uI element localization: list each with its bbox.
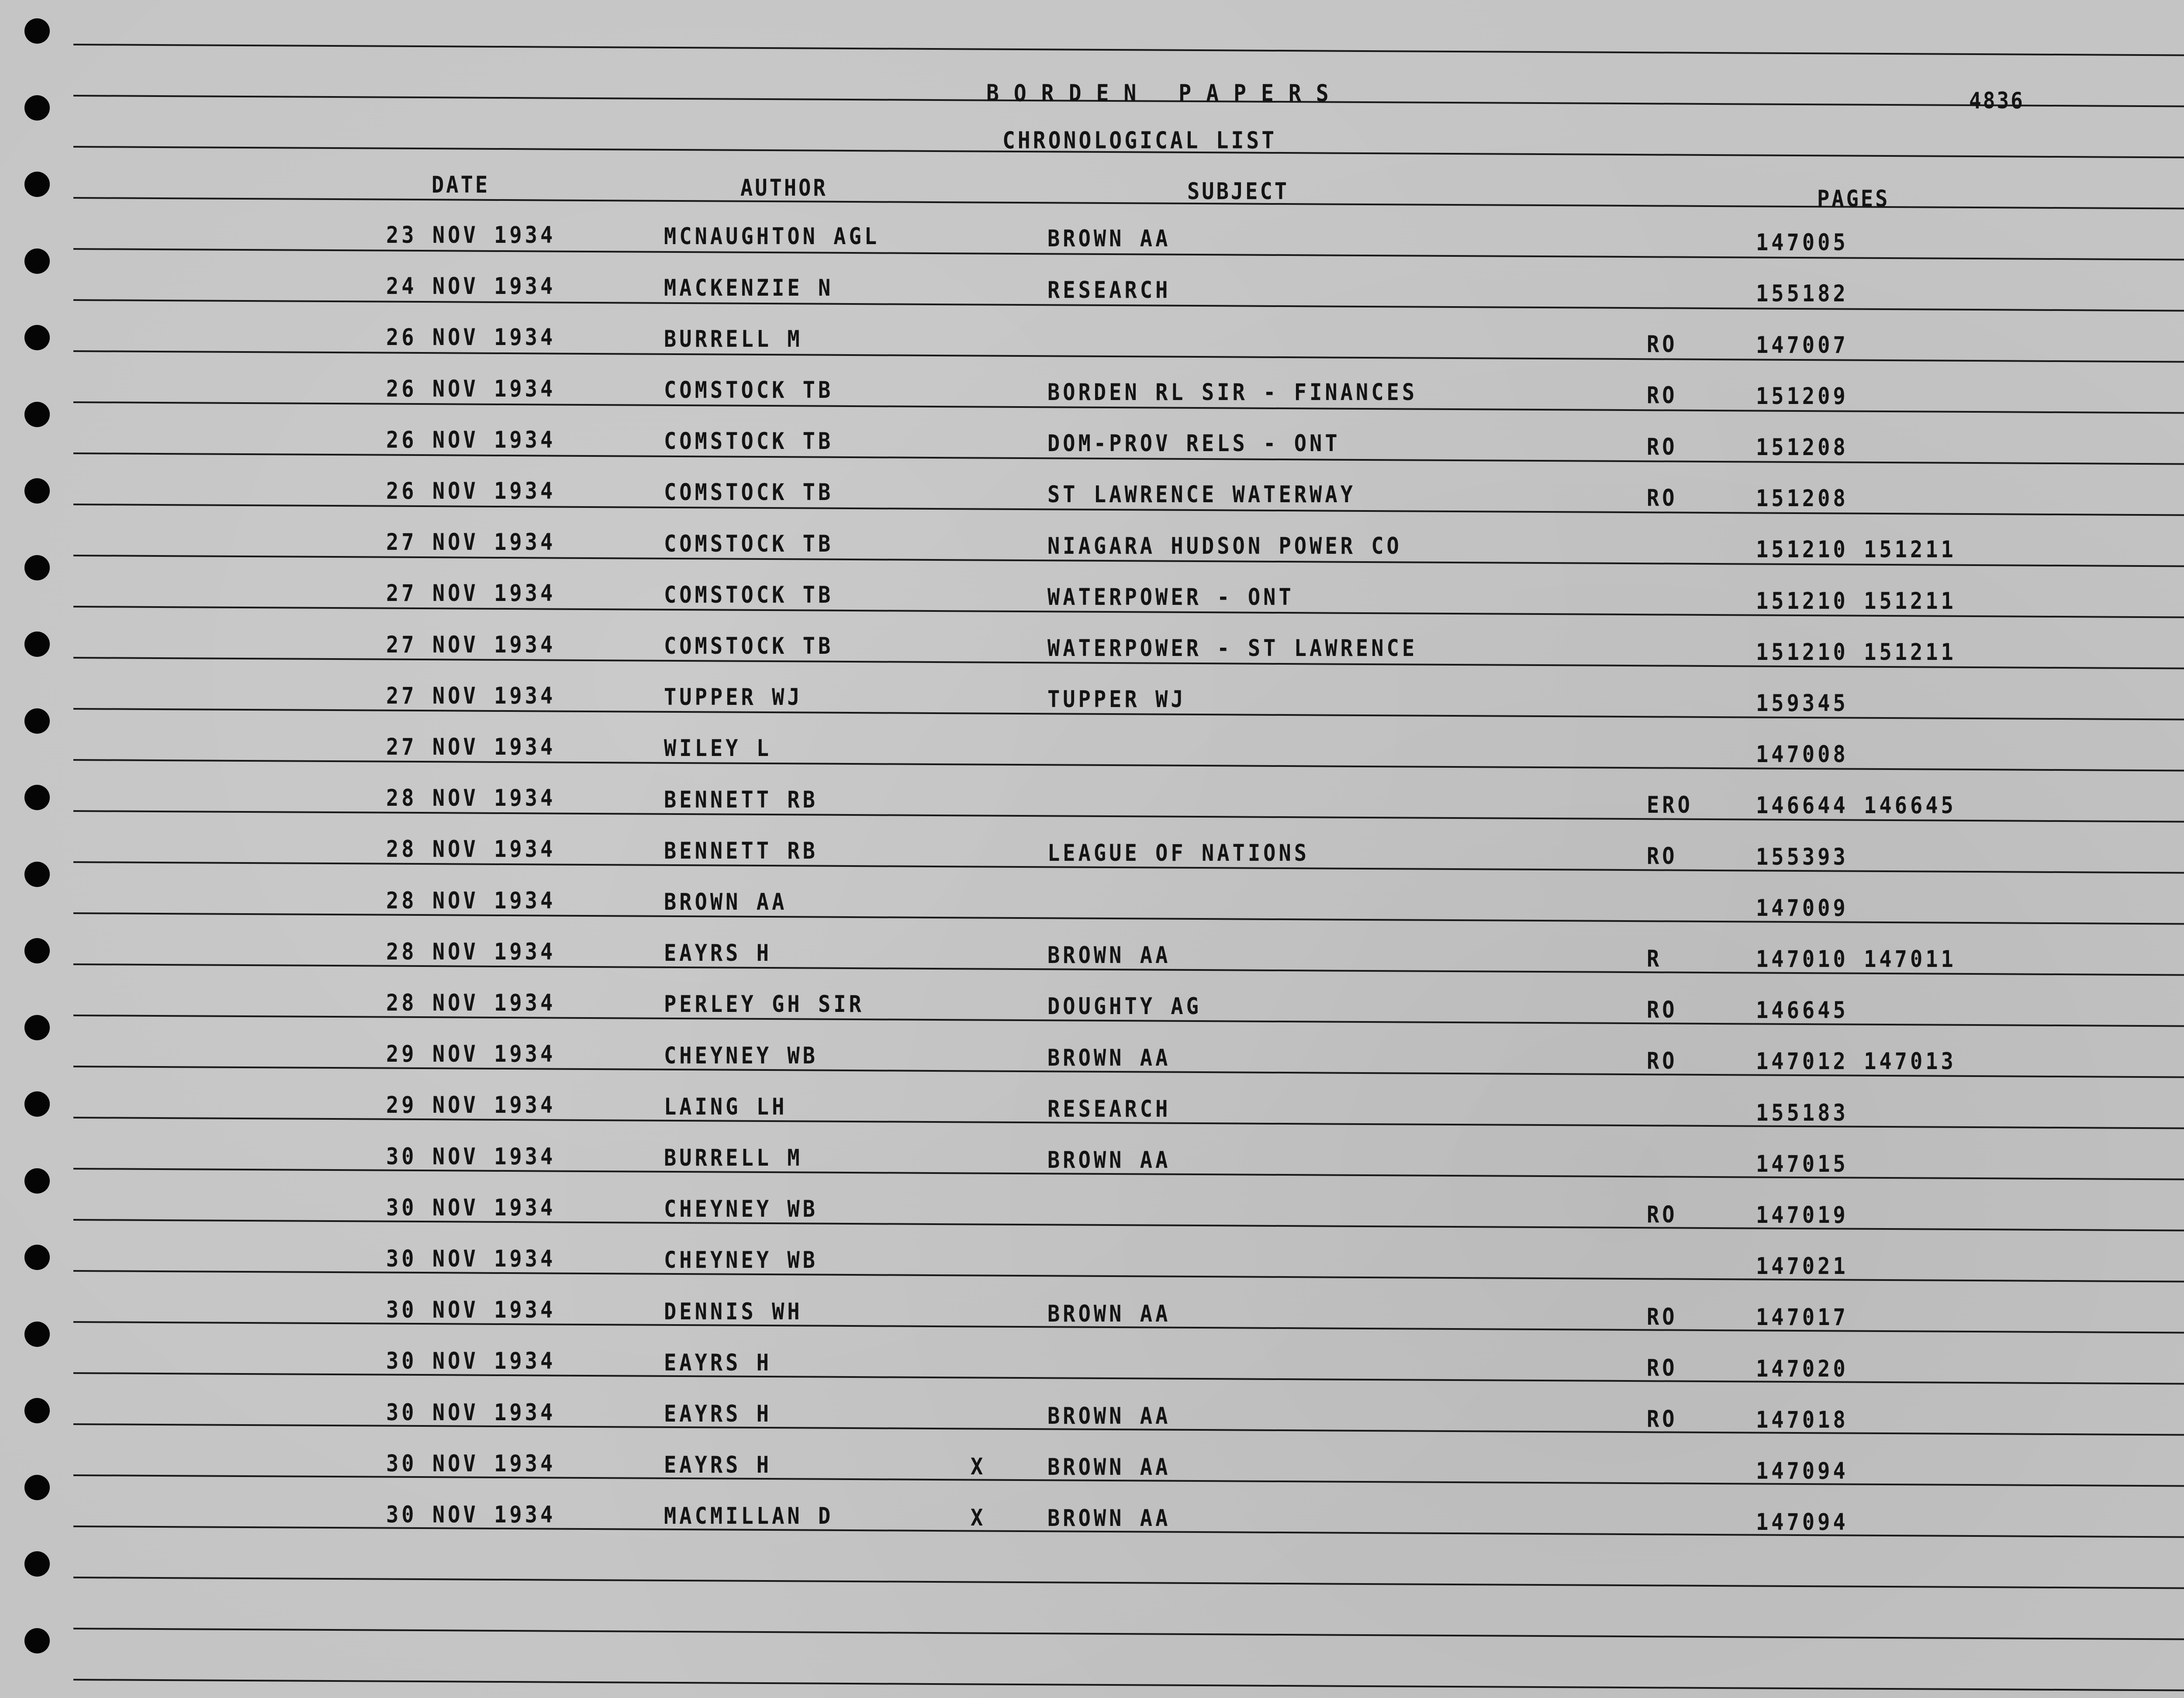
entry-author: WILEY L xyxy=(664,735,772,763)
entry-code: RO xyxy=(1647,433,1678,461)
entry-code: RO xyxy=(1647,1406,1678,1433)
entry-author: BENNETT RB xyxy=(664,786,818,814)
entry-subject: TUPPER WJ xyxy=(1047,686,1186,713)
entry-pages: 147012 147013 xyxy=(1756,1048,1956,1076)
entry-code: RO xyxy=(1647,1201,1678,1229)
column-header-subject: SUBJECT xyxy=(1187,178,1289,205)
entry-date: 30 NOV 1934 xyxy=(386,1143,556,1170)
entry-pages: 151210 151211 xyxy=(1756,587,1956,615)
entry-author: BURRELL M xyxy=(664,1145,803,1172)
entry-subject: NIAGARA HUDSON POWER CO xyxy=(1047,532,1402,560)
entry-subject: BROWN AA xyxy=(1047,1505,1171,1532)
document-subtitle: CHRONOLOGICAL LIST xyxy=(1002,127,1277,154)
entry-author: PERLEY GH SIR xyxy=(664,991,864,1018)
entry-subject: WATERPOWER - ONT xyxy=(1047,583,1294,611)
entry-subject: DOM-PROV RELS - ONT xyxy=(1047,430,1341,457)
entry-author: COMSTOCK TB xyxy=(664,581,834,609)
entry-pages: 147021 xyxy=(1756,1253,1849,1280)
entry-author: BENNETT RB xyxy=(664,837,818,865)
entry-date: 26 NOV 1934 xyxy=(386,478,556,505)
entry-subject: BORDEN RL SIR - FINANCES xyxy=(1047,379,1418,406)
entry-author: EAYRS H xyxy=(664,1401,772,1428)
entry-author: BROWN AA xyxy=(664,889,788,916)
entry-author: COMSTOCK TB xyxy=(664,377,834,404)
entry-subject: LEAGUE OF NATIONS xyxy=(1047,839,1310,867)
entry-subject: BROWN AA xyxy=(1047,1044,1171,1072)
entry-date: 30 NOV 1934 xyxy=(386,1297,556,1324)
entry-pages: 146644 146645 xyxy=(1756,792,1956,820)
entry-date: 27 NOV 1934 xyxy=(386,631,556,659)
entry-code: RO xyxy=(1647,1048,1678,1075)
column-header-pages: PAGES xyxy=(1817,186,1890,213)
entry-pages: 147018 xyxy=(1756,1406,1849,1434)
column-header-author: AUTHOR xyxy=(740,175,828,202)
entry-date: 26 NOV 1934 xyxy=(386,375,556,403)
entry-date: 30 NOV 1934 xyxy=(386,1501,556,1529)
entry-date: 28 NOV 1934 xyxy=(386,938,556,966)
document-title: BORDEN PAPERS xyxy=(986,79,1344,107)
entry-subject: BROWN AA xyxy=(1047,225,1171,252)
entry-pages: 147007 xyxy=(1756,331,1849,359)
entry-author: COMSTOCK TB xyxy=(664,530,834,558)
entry-author: COMSTOCK TB xyxy=(664,479,834,507)
entry-pages: 155183 xyxy=(1756,1099,1849,1127)
entry-author: EAYRS H xyxy=(664,1452,772,1479)
entry-date: 27 NOV 1934 xyxy=(386,580,556,607)
entry-date: 28 NOV 1934 xyxy=(386,836,556,863)
entry-subject: ST LAWRENCE WATERWAY xyxy=(1047,481,1356,508)
entry-date: 26 NOV 1934 xyxy=(386,324,556,351)
entry-author: MACMILLAN D xyxy=(664,1503,834,1530)
entry-date: 28 NOV 1934 xyxy=(386,785,556,812)
entry-pages: 147010 147011 xyxy=(1756,946,1956,973)
entry-pages: 151210 151211 xyxy=(1756,638,1956,666)
entry-pages: 147017 xyxy=(1756,1304,1849,1332)
entry-author: BURRELL M xyxy=(664,325,803,353)
entry-date: 23 NOV 1934 xyxy=(386,222,556,249)
entry-author: DENNIS WH xyxy=(664,1298,803,1325)
entry-date: 30 NOV 1934 xyxy=(386,1246,556,1273)
entry-subject: BROWN AA xyxy=(1047,1146,1171,1174)
entry-subject: BROWN AA xyxy=(1047,942,1171,969)
entry-pages: 147008 xyxy=(1756,741,1849,768)
entry-subject: BROWN AA xyxy=(1047,1454,1171,1481)
entry-pages: 155393 xyxy=(1756,843,1849,871)
entry-date: 30 NOV 1934 xyxy=(386,1450,556,1477)
entry-author: EAYRS H xyxy=(664,1349,772,1377)
entry-pages: 147019 xyxy=(1756,1202,1849,1229)
entry-subject: BROWN AA xyxy=(1047,1300,1171,1328)
entry-mark: X xyxy=(971,1453,986,1481)
entry-code: RO xyxy=(1647,331,1678,358)
entry-date: 29 NOV 1934 xyxy=(386,1092,556,1119)
entry-pages: 147094 xyxy=(1756,1458,1849,1485)
entry-date: 27 NOV 1934 xyxy=(386,529,556,556)
entry-code: RO xyxy=(1647,1304,1678,1331)
entry-pages: 147020 xyxy=(1756,1355,1849,1383)
entry-subject: RESEARCH xyxy=(1047,276,1171,304)
entry-pages: 146645 xyxy=(1756,997,1849,1024)
entry-author: CHEYNEY WB xyxy=(664,1042,818,1070)
page-number: 4836 xyxy=(1969,87,2025,114)
entry-subject: DOUGHTY AG xyxy=(1047,993,1202,1020)
entry-pages: 151208 xyxy=(1756,434,1849,461)
entry-subject: WATERPOWER - ST LAWRENCE xyxy=(1047,635,1418,662)
column-header-date: DATE xyxy=(432,172,490,199)
entry-code: RO xyxy=(1647,382,1678,410)
entry-pages: 151209 xyxy=(1756,383,1849,410)
entry-author: MACKENZIE N xyxy=(664,274,834,302)
entry-pages: 151210 151211 xyxy=(1756,536,1956,564)
entry-subject: BROWN AA xyxy=(1047,1402,1171,1430)
entry-pages: 151208 xyxy=(1756,485,1849,512)
entry-subject: RESEARCH xyxy=(1047,1095,1171,1123)
entry-code: R xyxy=(1647,945,1662,973)
entry-code: RO xyxy=(1647,996,1678,1024)
entry-author: EAYRS H xyxy=(664,940,772,967)
entry-mark: X xyxy=(971,1505,986,1532)
entry-code: RO xyxy=(1647,484,1678,512)
entry-date: 28 NOV 1934 xyxy=(386,887,556,915)
entry-code: ERO xyxy=(1647,792,1693,819)
entry-author: CHEYNEY WB xyxy=(664,1247,818,1274)
entry-author: MCNAUGHTON AGL xyxy=(664,223,880,251)
entry-author: LAING LH xyxy=(664,1093,788,1121)
entry-pages: 147009 xyxy=(1756,894,1849,922)
entry-date: 27 NOV 1934 xyxy=(386,682,556,710)
entry-date: 24 NOV 1934 xyxy=(386,273,556,300)
entry-pages: 147005 xyxy=(1756,229,1849,256)
entry-author: COMSTOCK TB xyxy=(664,633,834,660)
entry-date: 27 NOV 1934 xyxy=(386,734,556,761)
entry-author: CHEYNEY WB xyxy=(664,1196,818,1223)
entry-pages: 147015 xyxy=(1756,1150,1849,1178)
entry-code: RO xyxy=(1647,843,1678,870)
entry-date: 26 NOV 1934 xyxy=(386,426,556,454)
entry-date: 29 NOV 1934 xyxy=(386,1041,556,1068)
entry-code: RO xyxy=(1647,1355,1678,1382)
entry-date: 28 NOV 1934 xyxy=(386,990,556,1017)
entry-date: 30 NOV 1934 xyxy=(386,1399,556,1426)
entry-pages: 147094 xyxy=(1756,1509,1849,1536)
entry-date: 30 NOV 1934 xyxy=(386,1194,556,1222)
entry-author: TUPPER WJ xyxy=(664,684,803,711)
entry-author: COMSTOCK TB xyxy=(664,428,834,455)
entry-pages: 155182 xyxy=(1756,280,1849,308)
entry-pages: 159345 xyxy=(1756,690,1849,717)
entry-date: 30 NOV 1934 xyxy=(386,1348,556,1375)
